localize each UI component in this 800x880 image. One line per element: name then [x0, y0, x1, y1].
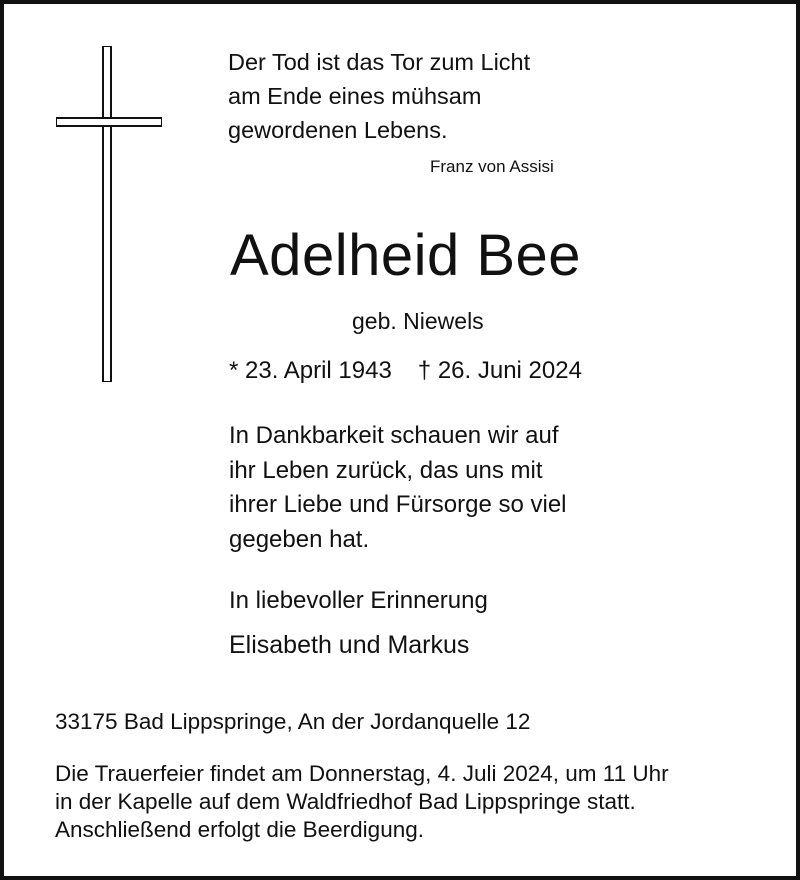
death-date: † 26. Juni 2024 — [417, 357, 582, 384]
birth-date: * 23. April 1943 — [229, 357, 392, 384]
funeral-notice — [55, 760, 669, 844]
quote-author: Franz von Assisi — [430, 157, 554, 176]
gratitude-line: ihr Leben zurück, das uns mit — [229, 456, 543, 484]
maiden-name: geb. Niewels — [352, 308, 484, 334]
quote-line: Der Tod ist das Tor zum Licht — [228, 49, 531, 75]
funeral-line: Die Trauerfeier findet am Donnerstag, 4. Juli 2024, um 11 Uhr — [55, 761, 669, 786]
gratitude-line: In Dankbarkeit schauen wir auf — [229, 422, 559, 449]
life-dates — [229, 356, 582, 386]
quote-line: am Ende eines mühsam — [228, 83, 482, 109]
funeral-line: Anschließend erfolgt die Beerdigung. — [55, 817, 424, 842]
signatories: Elisabeth und Markus — [229, 631, 470, 659]
funeral-line: in der Kapelle auf dem Waldfriedhof Bad Lippspringe statt. — [55, 789, 636, 814]
gratitude-line: gegeben hat. — [229, 525, 370, 553]
gratitude-line: ihrer Liebe und Fürsorge so viel — [229, 491, 567, 518]
quote — [228, 45, 530, 147]
memory-line: In liebevoller Erinnerung — [229, 587, 488, 614]
quote-line: gewordenen Lebens. — [228, 117, 448, 143]
deceased-name: Adelheid Bee — [230, 223, 582, 288]
address: 33175 Bad Lippspringe, An der Jordanquelle 12 — [55, 709, 531, 734]
latin-cross-icon — [56, 46, 162, 382]
gratitude-text — [229, 419, 567, 557]
